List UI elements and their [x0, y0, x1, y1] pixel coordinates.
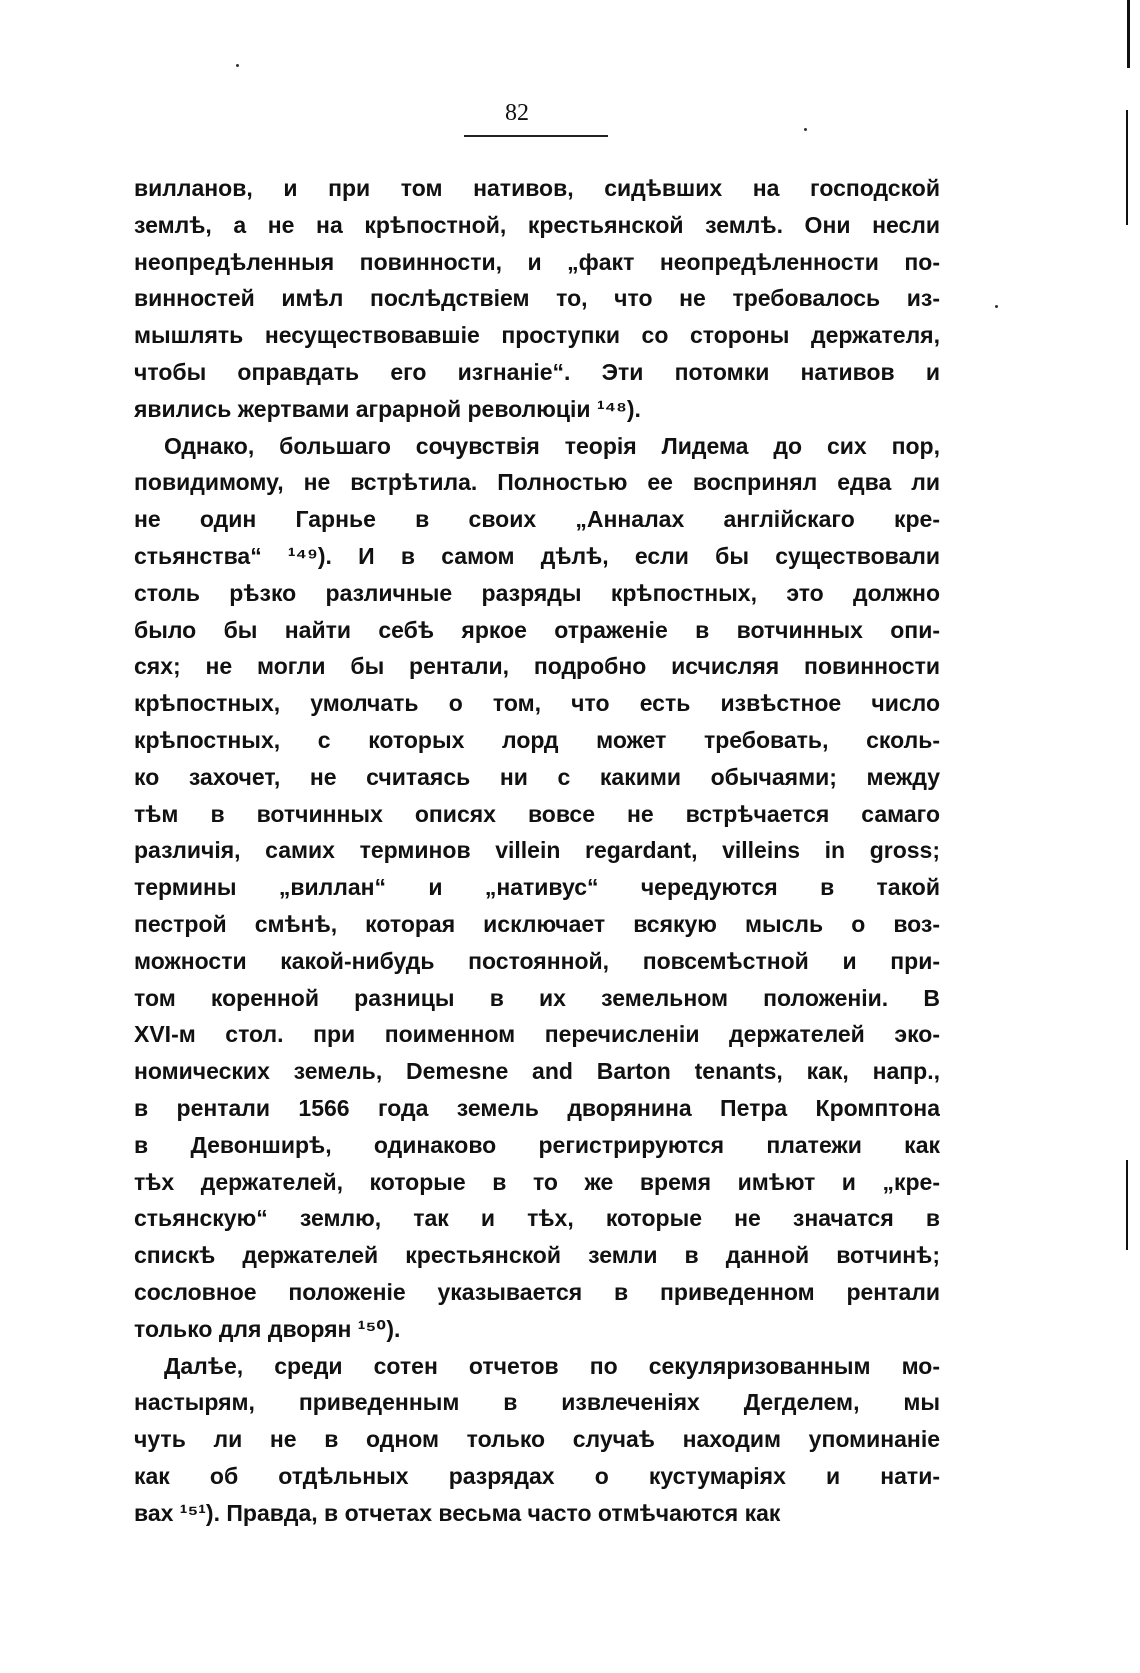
text-line: столь рѣзко различные разряды крѣпостных, это должно — [134, 579, 940, 606]
text-line: Однако, большаго сочувствія теорія Лидема до сих пор, — [164, 432, 940, 459]
text-line: вах ¹⁵¹). Правда, в отчетах весьма часто отмѣчаются как — [134, 1499, 781, 1526]
paragraph — [134, 428, 940, 1348]
text-line: ко захочет, не считаясь ни с какими обычаями; между — [134, 763, 940, 790]
text-line: стьянства“ ¹⁴⁹). И в самом дѣлѣ, если бы существовали — [134, 542, 940, 569]
page-number-rule — [464, 135, 608, 137]
text-line: в рентали 1566 года земель дворянина Петра Кромптона — [134, 1094, 940, 1121]
scan-speck — [236, 64, 239, 67]
scan-edge-right — [1127, 0, 1130, 68]
scan-edge-right — [1126, 110, 1128, 225]
text-line: спискѣ держателей крестьянской земли в данной вотчинѣ; — [134, 1242, 940, 1269]
text-line: повидимому, не встрѣтила. Полностью ее воспринял едва ли — [134, 469, 940, 496]
scan-edge-right — [1126, 1160, 1128, 1250]
text-line: винностей имѣл послѣдствіем то, что не требовалось из- — [134, 285, 940, 312]
text-line: было бы найти себѣ яркое отраженіе в вотчинных опи- — [134, 616, 940, 643]
text-line: сях; не могли бы рентали, подробно исчисляя повинности — [134, 653, 940, 680]
text-line: сословное положеніе указывается в приведенном рентали — [134, 1278, 940, 1305]
text-line: настырям, приведенным в извлеченіях Дегделем, мы — [134, 1389, 940, 1416]
text-line: в Девонширѣ, одинаково регистрируются платежи как — [134, 1131, 940, 1158]
text-line: мышлять несуществовавшіе проступки со стороны держателя, — [134, 322, 940, 349]
text-line: чуть ли не в одном только случаѣ находим упоминаніе — [134, 1426, 940, 1453]
text-line: вилланов, и при том нативов, сидѣвших на господской — [134, 175, 940, 201]
text-line: крѣпостных, умолчать о том, что есть извѣстное число — [134, 690, 940, 717]
text-line: землѣ, а не на крѣпостной, крестьянской землѣ. Они несли — [134, 211, 940, 238]
paragraph — [134, 1348, 940, 1532]
text-line: термины „виллан“ и „нативус“ чередуются в такой — [134, 874, 940, 901]
text-line: пестрой смѣнѣ, которая исключает всякую мысль о воз- — [134, 910, 940, 937]
text-line: различія, самих терминов villein regardant, villeins in gross; — [134, 837, 940, 864]
paragraph — [134, 170, 940, 428]
text-line: не один Гарнье в своих „Анналах англійскаго кре- — [134, 506, 940, 533]
text-line: стьянскую“ землю, так и тѣх, которые не значатся в — [134, 1205, 940, 1232]
text-line: тѣх держателей, которые в то же время имѣют и „кре- — [134, 1168, 940, 1195]
scan-speck — [804, 128, 807, 131]
text-line: тѣм в вотчинных описях вовсе не встрѣчается самаго — [134, 800, 940, 827]
page-number: 82 — [505, 100, 529, 126]
text-line: том коренной разницы в их земельном положеніи. В — [134, 984, 940, 1011]
text-line: неопредѣленныя повинности, и „факт неопредѣленности по- — [134, 248, 940, 275]
text-line: номических земель, Demesne and Barton tenants, как, напр., — [134, 1058, 940, 1085]
text-line: только для дворян ¹⁵⁰). — [134, 1315, 401, 1342]
text-line: крѣпостных, с которых лорд может требовать, сколь- — [134, 726, 940, 753]
text-line: Далѣе, среди сотен отчетов по секуляризованным мо- — [164, 1352, 940, 1379]
text-line: чтобы оправдать его изгнаніе“. Эти потомки нативов и — [134, 358, 940, 385]
body-text — [134, 170, 940, 1531]
scan-speck — [995, 305, 998, 308]
text-line: как об отдѣльных разрядах о кустумаріях и нати- — [134, 1462, 940, 1489]
text-line: XVI-м стол. при поименном перечисленіи держателей эко- — [134, 1021, 940, 1048]
text-line: явились жертвами аграрной революціи ¹⁴⁸). — [134, 395, 641, 422]
text-line: можности какой-нибудь постоянной, повсемѣстной и при- — [134, 947, 940, 974]
